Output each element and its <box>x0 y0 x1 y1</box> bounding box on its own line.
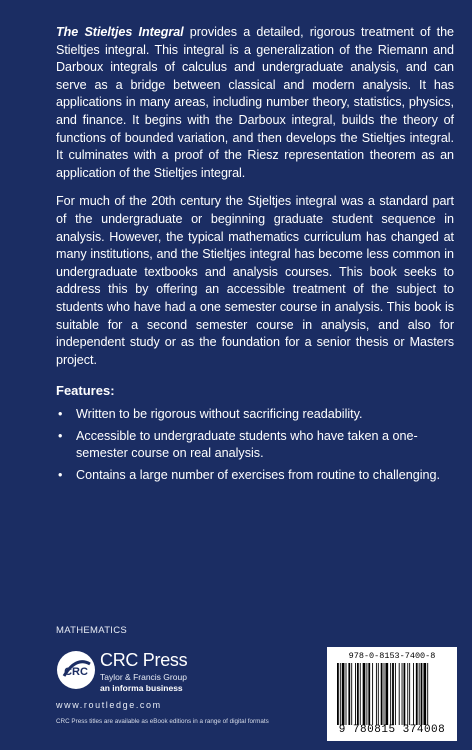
barcode-bar <box>363 663 366 725</box>
subject-category: MATHEMATICS <box>56 625 128 636</box>
bullet-icon: • <box>58 407 63 422</box>
features-heading: Features: <box>56 383 115 399</box>
feature-text: Accessible to undergraduate students who have taken a one-semester course on real analysis. <box>76 428 418 461</box>
ean-digits: 9 780815 374008 <box>338 724 446 736</box>
description-paragraph-1 <box>56 24 454 182</box>
barcode-bar <box>381 663 383 725</box>
feature-item <box>56 467 454 485</box>
barcode-bar <box>392 663 394 725</box>
barcode-bar <box>366 663 367 725</box>
barcode-bar <box>395 663 396 725</box>
barcode-bar <box>376 663 377 725</box>
barcode-bar <box>402 663 403 725</box>
barcode-bar <box>421 663 423 725</box>
bullet-icon: • <box>58 428 63 443</box>
barcode-bar <box>346 663 347 725</box>
barcode-bar <box>355 663 356 725</box>
barcode-bar <box>342 663 345 725</box>
barcode-bar <box>407 663 408 725</box>
book-title: The Stieltjes Integral <box>56 25 184 39</box>
isbn-barcode <box>327 647 457 741</box>
barcode-bar <box>351 663 352 725</box>
description-paragraph-2: For much of the 20th century the Stjeltjes integral was a standard part of the undergraduate or beginning graduate student sequence in analysis. However, the typical mathematics curriculum has changed at many institutions, and the Stieltjes integral has become less common in undergraduate textbooks and analysis courses. This book seeks to address this by offering an accessible treatment of the subject to students who have had a one semester course in analysis. This book is suitable for a second semester course in analysis, and also for independent study or as the foundation for a senior thesis or Masters project. <box>56 194 454 367</box>
bullet-icon: • <box>58 468 63 483</box>
barcode-bar <box>413 663 414 725</box>
barcode-bar <box>416 663 418 725</box>
barcode-bar <box>423 663 426 725</box>
barcode-bar <box>427 663 428 725</box>
publisher-website: www.routledge.com <box>56 700 162 710</box>
barcode-bar <box>372 663 373 725</box>
crc-logo-icon <box>56 650 96 690</box>
feature-item <box>56 428 454 463</box>
barcode-bar <box>357 663 359 725</box>
barcode-bar <box>360 663 361 725</box>
barcode-bar <box>399 663 400 725</box>
publisher-block <box>56 650 276 698</box>
barcode-bar <box>340 663 341 725</box>
description-paragraph-1-text: provides a detailed, rigorous treatment of the Stieltjes integral. This integral is a generalization of the Riemann and Darboux integrals of calculus and undergraduate analysis, and can serve as a bridge between classical and modern analysis. It has applications in many areas, including number theory, statistics, physics, and finance. It begins with the Darboux integral, builds the theory of functions of bounded variation, and then develops the Stieltjes integral. It culminates with a proof of the Riesz representation theorem as an application of the Stieltjes integral. <box>56 25 454 180</box>
barcode-bar <box>368 663 370 725</box>
feature-item <box>56 406 454 424</box>
barcode-bar <box>409 663 410 725</box>
barcode-bar <box>378 663 379 725</box>
features-list <box>56 406 454 484</box>
barcode-bar <box>390 663 391 725</box>
publisher-name: CRC Press <box>100 650 188 670</box>
barcode-bar <box>384 663 385 725</box>
barcode-bars <box>337 663 449 725</box>
isbn-text: 978-0-8153-7400-8 <box>348 651 436 661</box>
barcode-bar <box>348 663 350 725</box>
publisher-tagline: an informa business <box>100 683 183 693</box>
barcode-bar <box>385 663 388 725</box>
feature-text: Contains a large number of exercises from routine to challenging. <box>76 468 441 483</box>
back-cover-content <box>56 24 454 489</box>
feature-text: Written to be rigorous without sacrificing readability. <box>76 407 363 422</box>
crc-logo-text: CRC <box>64 666 88 678</box>
barcode-bar <box>337 663 339 725</box>
barcode-bar <box>419 663 420 725</box>
barcode-bar <box>404 663 406 725</box>
publisher-group: Taylor & Francis Group <box>100 672 187 682</box>
ebook-note: CRC Press titles are available as eBook editions in a range of digital formats <box>56 718 269 725</box>
